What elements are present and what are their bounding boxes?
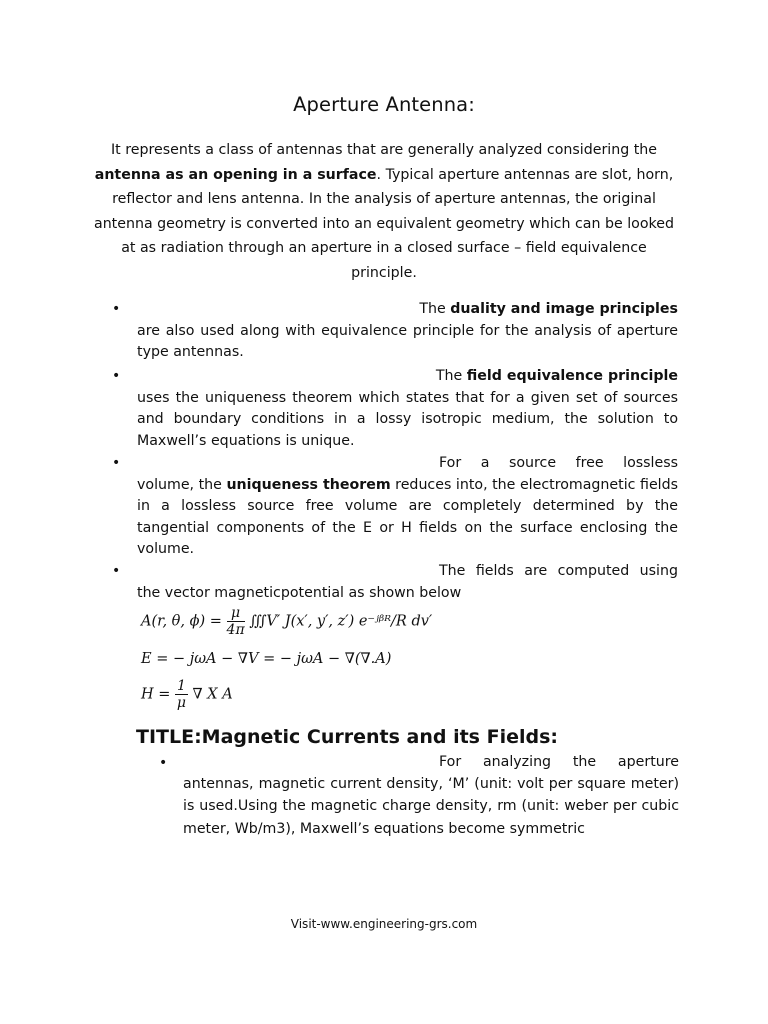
bullet-bold: field equivalence principle (466, 368, 678, 384)
eq1-denominator: 4π (226, 622, 245, 638)
footer-link-text: Visit-www.engineering-grs.com (290, 917, 478, 931)
bullet-text (137, 453, 678, 561)
intro-paragraph (88, 138, 680, 286)
eq3-rhs: ∇ X A (192, 686, 233, 703)
intro-text-bold: antenna as an opening in a surface (94, 166, 377, 183)
intro-text-post: . Typical aperture antennas are slot, horn, reflector and lens antenna. In the analysis of aperture antennas, the original antenna geometry is converted into an equivalent geometry which can be looked at as radiation through an aperture in a closed surface – field equivalence principle. (94, 166, 674, 281)
intro-text-pre: It represents a class of antennas that are generally analyzed considering the (110, 142, 658, 158)
section-title: TITLE:Magnetic Currents and its Fields: (136, 726, 558, 748)
eq3-fraction (175, 678, 188, 711)
eq3-numerator: 1 (177, 678, 186, 694)
page-title: Aperture Antenna: (293, 93, 475, 116)
eq1-fraction (227, 605, 245, 638)
bullet-lead: For a source free lossless (439, 455, 678, 471)
equation-electric-field: E = − jωA − ∇V = − jωA − ∇(∇.A) (141, 651, 392, 667)
section-bullet-text (183, 751, 679, 840)
bullet-dot: • (112, 368, 121, 384)
bullet-dot: • (112, 563, 121, 579)
bullet-dot: • (112, 301, 121, 317)
bullet-text-body: the vector magneticpotential as shown below (137, 584, 462, 601)
bullet-bold: duality and image principles (450, 301, 678, 317)
eq3-denominator: μ (176, 695, 187, 711)
bullet-pre: volume, the (137, 476, 227, 493)
bullet-text (137, 299, 678, 364)
bullet-lead: The fields are computed using (439, 563, 678, 579)
bullet-post: uses the uniqueness theorem which states that for a given set of sources and boundary conditions in a lossy isotropic medium, the solution to Maxwell’s equations is unique. (137, 389, 678, 449)
bullet-text (137, 561, 678, 604)
bullet-post: reduces into, the electromagnetic fields in a lossless source free volume are completely determined by the tangential components of the E or H fields on the surface enclosing the volume. (137, 476, 679, 558)
bullet-dot: • (159, 755, 168, 771)
eq1-rhs: ∭V′ J(x′, y′, z′) e⁻ʲᵝᴿ/R dv′ (249, 613, 433, 630)
section-bullet-body: antennas, magnetic current density, ‘M’ (unit: volt per square meter) is used.Using the magnetic charge density, rm (unit: weber per cubic meter, Wb/m3), Maxwell’s equations become symmetric (183, 776, 679, 837)
eq1-numerator: μ (227, 605, 245, 622)
bullet-dot: • (112, 455, 121, 471)
equation-magnetic-field (141, 678, 233, 711)
bullet-post: are also used along with equivalence principle for the analysis of aperture type antennas. (137, 322, 678, 361)
section-bullet-lead: For analyzing the aperture (439, 754, 679, 770)
bullet-pre: The (435, 368, 467, 384)
eq1-lhs: A(r, θ, ϕ) = (141, 613, 222, 630)
equation-vector-potential (141, 605, 432, 638)
bullet-text (137, 366, 678, 452)
bullet-bold: uniqueness theorem (226, 476, 391, 493)
bullet-pre: The (419, 301, 451, 317)
eq3-lhs: H = (141, 686, 171, 703)
